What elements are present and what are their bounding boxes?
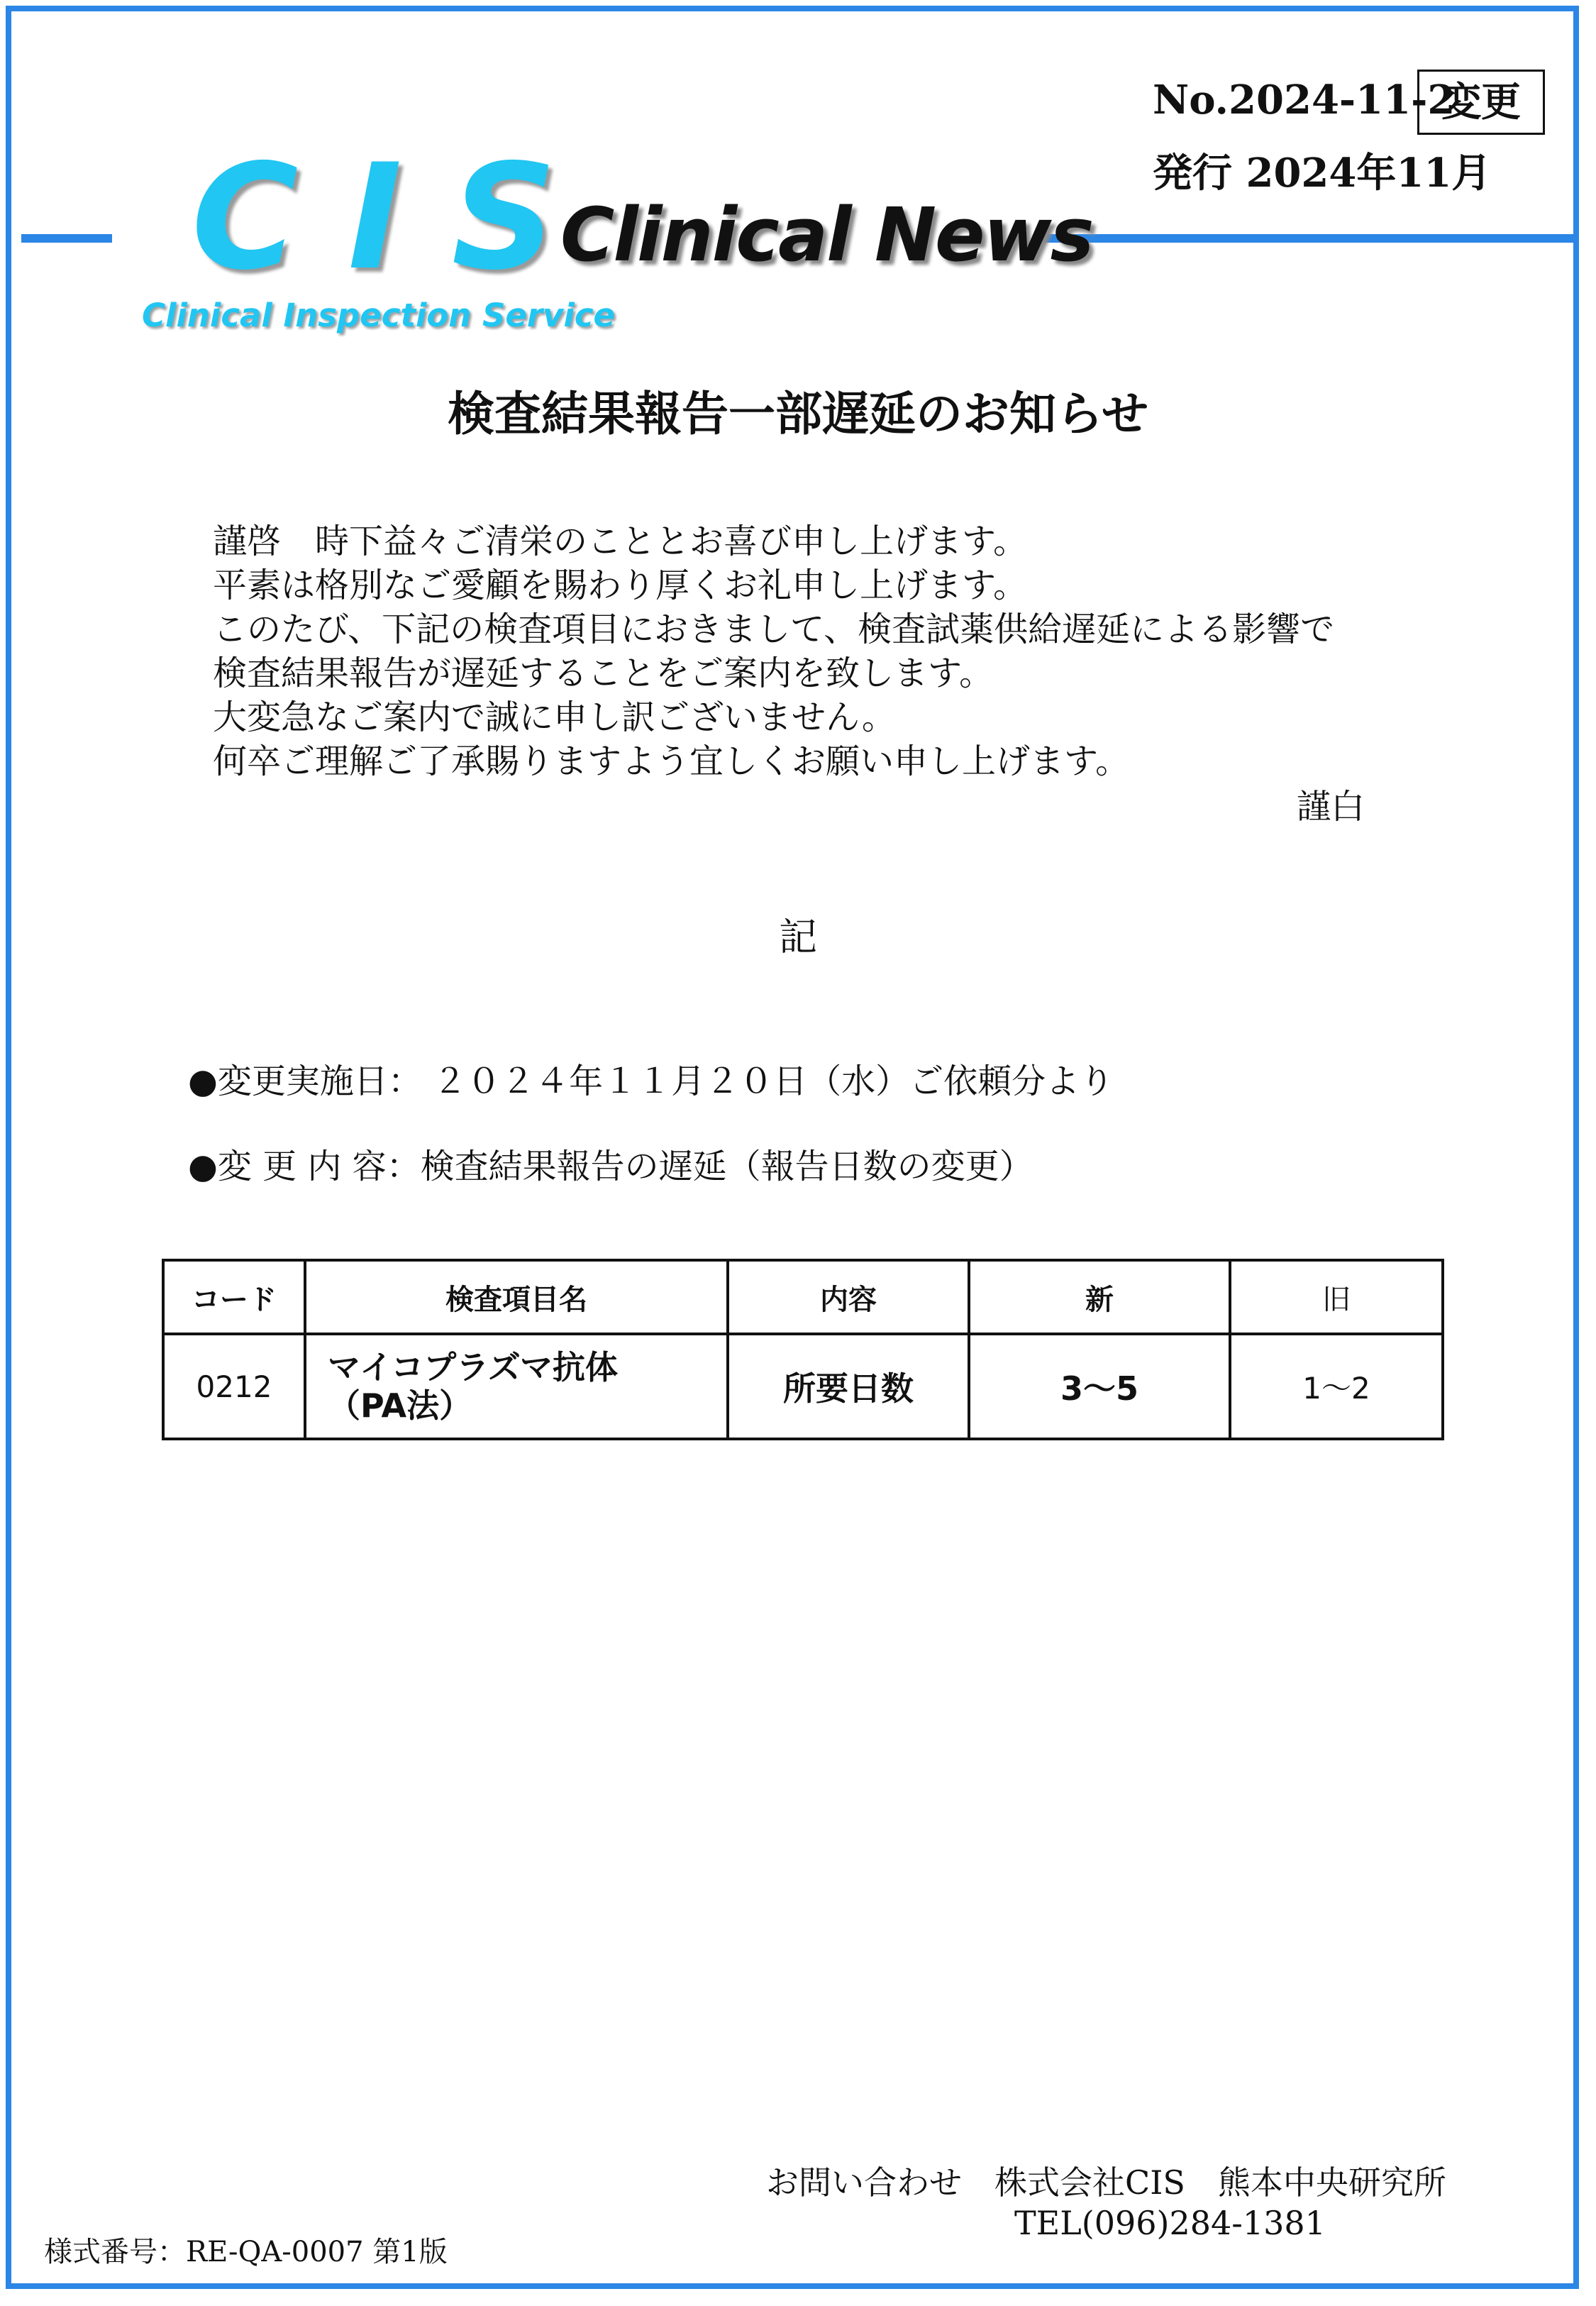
cis-logo: CIS	[192, 133, 606, 302]
body-paragraph: 大変急なご案内で誠に申し訳ございません。	[213, 697, 896, 737]
col-header-old: 旧	[1230, 1260, 1443, 1334]
change-content-line	[188, 1139, 1033, 1188]
logo-subtitle: Clinical Inspection Service	[142, 297, 616, 334]
item-name-line1: マイコプラズマ抗体	[328, 1348, 618, 1386]
header-rule-left	[21, 234, 112, 243]
cell-content: 所要日数	[728, 1334, 969, 1439]
col-header-code: コード	[163, 1260, 305, 1334]
body-paragraph: 平素は格別なご愛顧を賜わり厚くお礼申し上げます。	[213, 566, 1028, 605]
newsletter-title: Clinical News	[560, 192, 1093, 278]
effective-date-label: ●変更実施日：	[188, 1061, 422, 1101]
col-header-new: 新	[969, 1260, 1230, 1334]
contact-info: お問い合わせ 株式会社CIS 熊本中央研究所	[766, 2163, 1446, 2202]
change-content-value: 検査結果報告の遅延（報告日数の変更）	[420, 1147, 1033, 1186]
body-paragraph: このたび、下記の検査項目におきまして、検査試薬供給遅延による影響で	[213, 609, 1335, 649]
change-badge: 変更	[1417, 70, 1545, 135]
closing-word: 謹白	[1297, 787, 1365, 827]
form-number: 様式番号：RE-QA-0007 第1版	[44, 2236, 448, 2268]
notice-body	[213, 519, 1334, 783]
telephone: TEL(096)284-1381	[1014, 2204, 1326, 2242]
table-row	[163, 1334, 1443, 1439]
cell-code: 0212	[163, 1334, 305, 1439]
header-rule-right	[1041, 234, 1575, 243]
issue-date: 発行 2024年11月	[1153, 150, 1492, 197]
col-header-content: 内容	[728, 1260, 969, 1334]
body-paragraph: 謹啓 時下益々ご清栄のこととお喜び申し上げます。	[213, 522, 1028, 561]
change-table	[162, 1259, 1444, 1440]
cell-new: 3～5	[969, 1334, 1230, 1439]
document-number: No.2024-11-2	[1153, 77, 1456, 123]
ki-heading: 記	[779, 915, 817, 959]
effective-date-line	[188, 1054, 1114, 1103]
body-paragraph: 何卒ご理解ご了承賜りますよう宜しくお願い申し上げます。	[213, 741, 1130, 781]
col-header-item-name: 検査項目名	[305, 1260, 728, 1334]
table-header-row	[163, 1260, 1443, 1334]
body-paragraph: 検査結果報告が遅延することをご案内を致します。	[213, 653, 994, 693]
change-content-label: ●変 更 内 容：	[188, 1147, 421, 1186]
notice-title: 検査結果報告一部遅延のお知らせ	[447, 386, 1149, 441]
cell-old: 1～2	[1230, 1334, 1443, 1439]
item-name-line2: （PA法）	[328, 1386, 472, 1425]
cell-item-name	[305, 1334, 728, 1439]
effective-date-value: ２０２４年１１月２０日（水）ご依頼分より	[433, 1061, 1114, 1101]
